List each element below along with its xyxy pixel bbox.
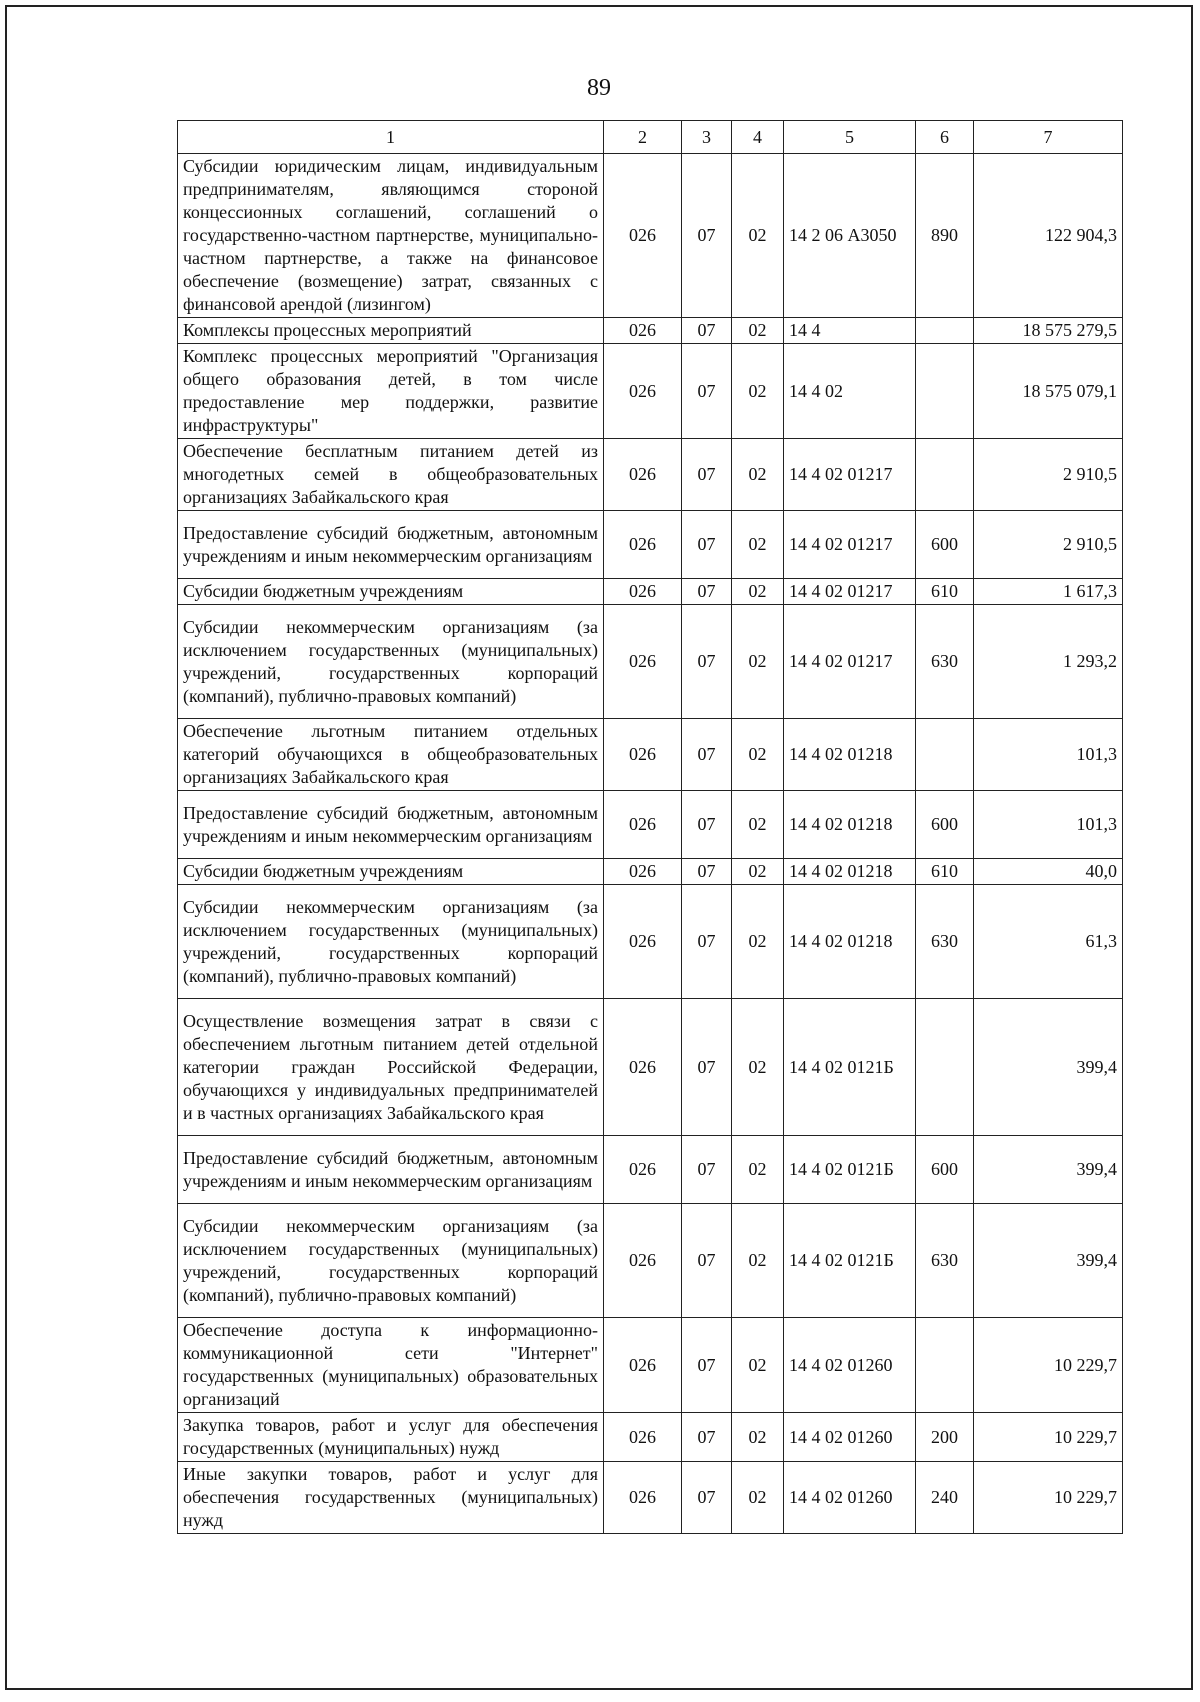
table-row [178,1318,1123,1413]
cell-name: Обеспечение льготным питанием отдельных категорий обучающихся в общеобразовательных организациях Забайкальского края [178,719,604,791]
cell-ministry-code: 026 [604,1136,682,1204]
cell-amount: 399,4 [974,1204,1123,1318]
cell-amount: 2 910,5 [974,511,1123,579]
cell-expense-type [916,318,974,344]
cell-target-article: 14 4 02 0121Б [784,1204,916,1318]
cell-expense-type [916,999,974,1136]
cell-ministry-code: 026 [604,859,682,885]
cell-amount: 2 910,5 [974,439,1123,511]
cell-name: Обеспечение доступа к информационно-коммуникационной сети "Интернет" государственных (муниципальных) образовательных организаций [178,1318,604,1413]
cell-target-article: 14 4 02 01217 [784,579,916,605]
cell-ministry-code: 026 [604,1318,682,1413]
cell-subsection: 02 [732,1204,784,1318]
cell-amount: 18 575 079,1 [974,344,1123,439]
cell-target-article: 14 4 02 01260 [784,1318,916,1413]
cell-section: 07 [682,885,732,999]
cell-name: Субсидии бюджетным учреждениям [178,579,604,605]
table-row [178,154,1123,318]
cell-amount: 10 229,7 [974,1462,1123,1534]
cell-section: 07 [682,719,732,791]
cell-expense-type: 890 [916,154,974,318]
header-col-7: 7 [974,121,1123,154]
cell-target-article: 14 4 [784,318,916,344]
cell-section: 07 [682,344,732,439]
cell-amount: 10 229,7 [974,1318,1123,1413]
cell-amount: 122 904,3 [974,154,1123,318]
cell-name: Субсидии некоммерческим организациям (за исключением государственных (муниципальных) учреждений, государственных корпораций (компаний), публично-правовых компаний) [178,1204,604,1318]
cell-target-article: 14 4 02 01217 [784,439,916,511]
cell-amount: 40,0 [974,859,1123,885]
cell-target-article: 14 4 02 01218 [784,719,916,791]
cell-subsection: 02 [732,605,784,719]
cell-name: Предоставление субсидий бюджетным, автономным учреждениям и иным некоммерческим организациям [178,791,604,859]
cell-target-article: 14 4 02 01218 [784,859,916,885]
cell-expense-type [916,344,974,439]
cell-amount: 399,4 [974,999,1123,1136]
cell-ministry-code: 026 [604,791,682,859]
cell-section: 07 [682,511,732,579]
cell-name: Субсидии некоммерческим организациям (за исключением государственных (муниципальных) учреждений, государственных корпораций (компаний), публично-правовых компаний) [178,885,604,999]
cell-subsection: 02 [732,859,784,885]
cell-subsection: 02 [732,439,784,511]
table-row [178,999,1123,1136]
cell-name: Иные закупки товаров, работ и услуг для обеспечения государственных (муниципальных) нужд [178,1462,604,1534]
cell-section: 07 [682,859,732,885]
cell-name: Предоставление субсидий бюджетным, автономным учреждениям и иным некоммерческим организациям [178,1136,604,1204]
cell-ministry-code: 026 [604,579,682,605]
cell-target-article: 14 4 02 01260 [784,1462,916,1534]
cell-section: 07 [682,605,732,719]
cell-target-article: 14 4 02 01217 [784,511,916,579]
cell-ministry-code: 026 [604,511,682,579]
table-row [178,439,1123,511]
cell-section: 07 [682,1204,732,1318]
cell-subsection: 02 [732,318,784,344]
table-row [178,1462,1123,1534]
cell-expense-type: 630 [916,885,974,999]
cell-section: 07 [682,579,732,605]
cell-expense-type [916,1318,974,1413]
table-row [178,318,1123,344]
cell-name: Предоставление субсидий бюджетным, автономным учреждениям и иным некоммерческим организациям [178,511,604,579]
cell-ministry-code: 026 [604,154,682,318]
cell-name: Осуществление возмещения затрат в связи с обеспечением льготным питанием детей отдельной категории граждан Российской Федерации, обучающихся у индивидуальных предпринимателей и в частных организациях Забайкальского края [178,999,604,1136]
cell-target-article: 14 4 02 0121Б [784,999,916,1136]
table-row [178,1204,1123,1318]
cell-target-article: 14 4 02 01217 [784,605,916,719]
cell-name: Закупка товаров, работ и услуг для обеспечения государственных (муниципальных) нужд [178,1413,604,1462]
table-row [178,885,1123,999]
cell-ministry-code: 026 [604,719,682,791]
cell-subsection: 02 [732,719,784,791]
cell-amount: 1 617,3 [974,579,1123,605]
cell-section: 07 [682,154,732,318]
cell-section: 07 [682,1413,732,1462]
cell-target-article: 14 2 06 А3050 [784,154,916,318]
header-col-3: 3 [682,121,732,154]
cell-ministry-code: 026 [604,344,682,439]
cell-ministry-code: 026 [604,605,682,719]
cell-expense-type: 200 [916,1413,974,1462]
cell-subsection: 02 [732,885,784,999]
cell-target-article: 14 4 02 01260 [784,1413,916,1462]
cell-section: 07 [682,1462,732,1534]
cell-expense-type: 630 [916,1204,974,1318]
header-col-4: 4 [732,121,784,154]
cell-name: Субсидии бюджетным учреждениям [178,859,604,885]
cell-subsection: 02 [732,1462,784,1534]
cell-amount: 10 229,7 [974,1413,1123,1462]
header-col-1: 1 [178,121,604,154]
budget-table [177,120,1123,1534]
cell-subsection: 02 [732,1318,784,1413]
cell-expense-type: 600 [916,1136,974,1204]
cell-amount: 101,3 [974,719,1123,791]
cell-expense-type [916,719,974,791]
table-row [178,1413,1123,1462]
cell-ministry-code: 026 [604,1462,682,1534]
table-row [178,859,1123,885]
cell-name: Обеспечение бесплатным питанием детей из многодетных семей в общеобразовательных организациях Забайкальского края [178,439,604,511]
table-header-row [178,121,1123,154]
table-row [178,511,1123,579]
table-row [178,791,1123,859]
cell-target-article: 14 4 02 01218 [784,791,916,859]
cell-ministry-code: 026 [604,318,682,344]
cell-ministry-code: 026 [604,885,682,999]
cell-subsection: 02 [732,1413,784,1462]
cell-expense-type: 600 [916,791,974,859]
cell-subsection: 02 [732,344,784,439]
cell-expense-type: 610 [916,859,974,885]
cell-name: Субсидии юридическим лицам, индивидуальным предпринимателям, являющимся стороной концессионных соглашений, соглашений о государственно-частном партнерстве, муниципально-частном партнерстве, а также на финансовое обеспечение (возмещение) затрат, связанных с финансовой арендой (лизингом) [178,154,604,318]
cell-subsection: 02 [732,511,784,579]
cell-section: 07 [682,999,732,1136]
cell-section: 07 [682,439,732,511]
cell-expense-type [916,439,974,511]
cell-subsection: 02 [732,154,784,318]
cell-section: 07 [682,318,732,344]
table-row [178,579,1123,605]
header-col-2: 2 [604,121,682,154]
cell-amount: 1 293,2 [974,605,1123,719]
cell-subsection: 02 [732,1136,784,1204]
document-page [5,5,1193,1690]
cell-amount: 18 575 279,5 [974,318,1123,344]
cell-name: Комплекс процессных мероприятий "Организация общего образования детей, в том числе предоставление мер поддержки, развитие инфраструктуры" [178,344,604,439]
cell-expense-type: 240 [916,1462,974,1534]
cell-expense-type: 610 [916,579,974,605]
cell-subsection: 02 [732,579,784,605]
cell-amount: 399,4 [974,1136,1123,1204]
cell-expense-type: 600 [916,511,974,579]
table-row [178,344,1123,439]
cell-name: Комплексы процессных мероприятий [178,318,604,344]
table-row [178,1136,1123,1204]
cell-amount: 101,3 [974,791,1123,859]
page-number: 89 [587,75,611,101]
table-row [178,605,1123,719]
header-col-6: 6 [916,121,974,154]
cell-name: Субсидии некоммерческим организациям (за исключением государственных (муниципальных) учреждений, государственных корпораций (компаний), публично-правовых компаний) [178,605,604,719]
cell-subsection: 02 [732,791,784,859]
cell-section: 07 [682,791,732,859]
cell-ministry-code: 026 [604,999,682,1136]
cell-subsection: 02 [732,999,784,1136]
cell-expense-type: 630 [916,605,974,719]
cell-section: 07 [682,1136,732,1204]
cell-amount: 61,3 [974,885,1123,999]
header-col-5: 5 [784,121,916,154]
cell-section: 07 [682,1318,732,1413]
cell-target-article: 14 4 02 01218 [784,885,916,999]
table-body [178,154,1123,1534]
cell-target-article: 14 4 02 0121Б [784,1136,916,1204]
cell-target-article: 14 4 02 [784,344,916,439]
cell-ministry-code: 026 [604,1204,682,1318]
cell-ministry-code: 026 [604,439,682,511]
cell-ministry-code: 026 [604,1413,682,1462]
table-row [178,719,1123,791]
